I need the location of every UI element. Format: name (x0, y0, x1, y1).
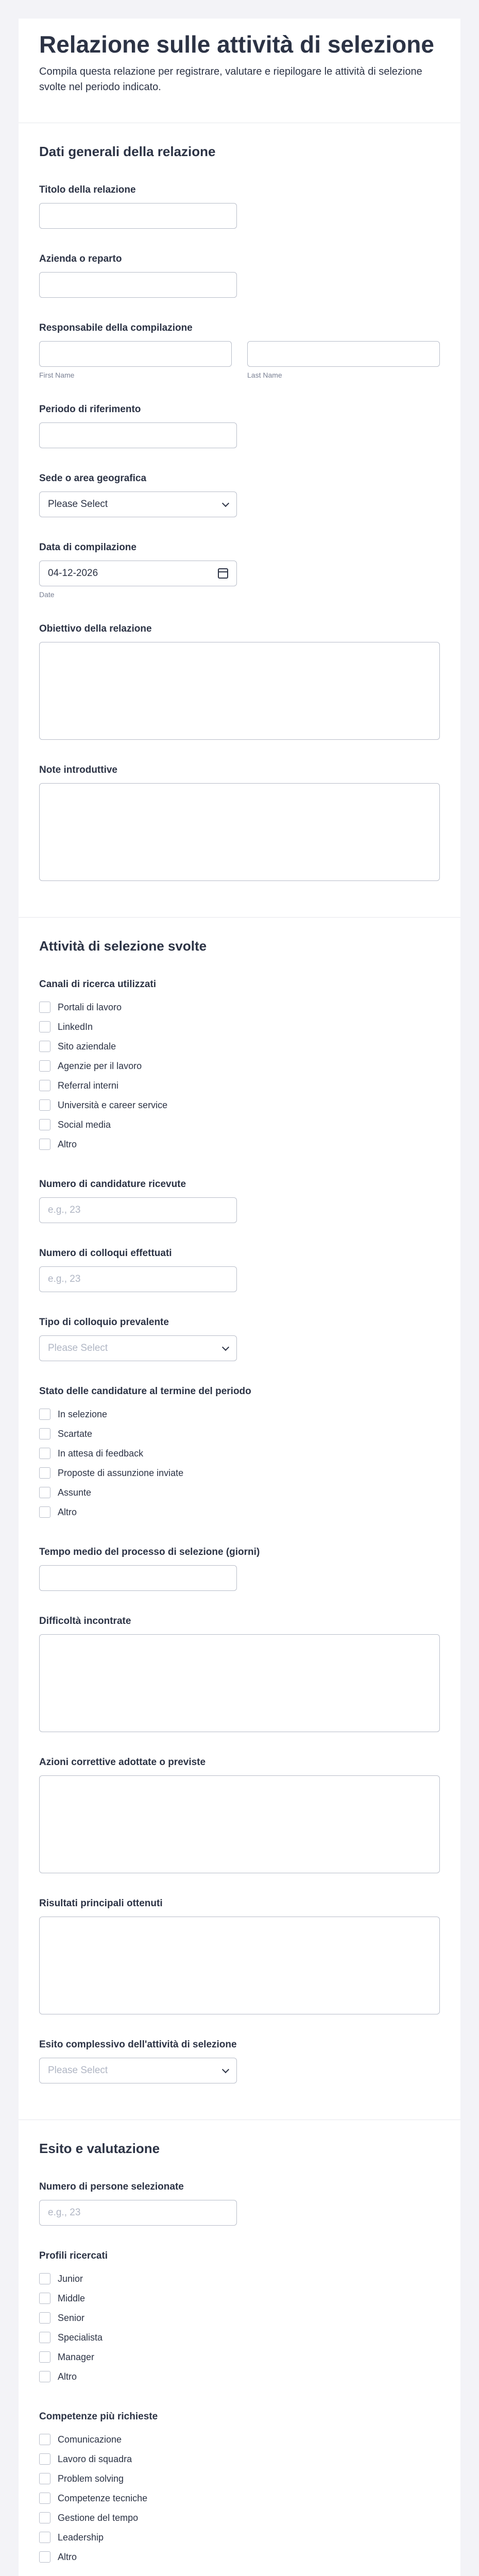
profile-option[interactable] (39, 2367, 440, 2386)
checkbox[interactable] (39, 2434, 50, 2445)
interviews-label: Numero di colloqui effettuati (39, 1248, 172, 1259)
channel-option[interactable] (39, 1017, 440, 1037)
option-label: Competenze tecniche (58, 2493, 148, 2503)
checkbox[interactable] (39, 2551, 50, 2563)
checkbox[interactable] (39, 1448, 50, 1459)
option-label: Altro (58, 2371, 77, 2382)
date-sublabel: Date (39, 590, 55, 599)
manager-name-group (39, 341, 440, 379)
field-overall (19, 2027, 460, 2120)
profiles-list (39, 2269, 440, 2386)
hired-input[interactable] (39, 2200, 237, 2226)
calendar-icon[interactable] (218, 568, 228, 579)
applications-placeholder: e.g., 23 (48, 1205, 81, 1215)
checkbox[interactable] (39, 1467, 50, 1479)
channel-option[interactable] (39, 1037, 440, 1056)
channel-option[interactable] (39, 1115, 440, 1134)
option-label: Middle (58, 2293, 85, 2303)
option-label: Specialista (58, 2332, 103, 2343)
option-label: Manager (58, 2351, 95, 2362)
status-option[interactable] (39, 1483, 440, 1502)
option-label: Lavoro di squadra (58, 2453, 132, 2464)
results-label: Risultati principali ottenuti (39, 1898, 163, 1909)
option-label: Assunte (58, 1487, 92, 1498)
form-title: Relazione sulle attività di selezione (39, 31, 434, 58)
section-activities (19, 918, 460, 2120)
status-option[interactable] (39, 1424, 440, 1444)
form-header (19, 19, 460, 123)
chevron-down-icon (222, 500, 229, 507)
field-profiles (19, 2238, 460, 2399)
status-option[interactable] (39, 1444, 440, 1463)
option-label: In selezione (58, 1409, 108, 1419)
company-input[interactable] (39, 272, 237, 298)
skills-list (39, 2430, 440, 2567)
checkbox[interactable] (39, 2312, 50, 2324)
applications-label: Numero di candidature ricevute (39, 1179, 186, 1190)
option-label: Social media (58, 1119, 111, 1130)
option-label: Comunicazione (58, 2434, 122, 2445)
form-card (19, 19, 460, 2576)
avg-time-input[interactable] (39, 1565, 237, 1591)
checkbox[interactable] (39, 1487, 50, 1498)
objective-label: Obiettivo della relazione (39, 623, 152, 634)
field-results (19, 1886, 460, 2027)
skill-option[interactable] (39, 2488, 440, 2508)
channels-label: Canali di ricerca utilizzati (39, 979, 157, 990)
period-input[interactable] (39, 422, 237, 448)
form-subtitle: Compila questa relazione per registrare, valutare e riepilogare le attività di selezione svolte nel periodo indicato. (39, 66, 422, 93)
date-label: Data di compilazione (39, 542, 136, 553)
checkbox[interactable] (39, 1021, 50, 1032)
notes-textarea[interactable] (39, 783, 440, 881)
option-label: Altro (58, 1506, 77, 1517)
checkbox[interactable] (39, 1119, 50, 1130)
period-label: Periodo di riferimento (39, 404, 141, 415)
chevron-down-icon (222, 2066, 229, 2073)
checkbox[interactable] (39, 1080, 50, 1091)
checkbox[interactable] (39, 2293, 50, 2304)
skills-label: Competenze più richieste (39, 2411, 158, 2422)
channel-option[interactable] (39, 1134, 440, 1154)
field-site (19, 461, 460, 530)
profile-option[interactable] (39, 2289, 440, 2308)
option-label: Agenzie per il lavoro (58, 1060, 142, 1071)
results-textarea[interactable] (39, 1917, 440, 2014)
checkbox[interactable] (39, 2273, 50, 2284)
option-label: Portali di lavoro (58, 1002, 122, 1012)
manager-first-name-input[interactable] (39, 341, 232, 367)
status-option[interactable] (39, 1502, 440, 1522)
field-interview-type (19, 1304, 460, 1374)
field-corrective (19, 1744, 460, 1886)
skill-option[interactable] (39, 2528, 440, 2547)
checkbox[interactable] (39, 2493, 50, 2504)
option-label: Proposte di assunzione inviate (58, 1467, 184, 1478)
site-label: Sede o area geografica (39, 473, 147, 484)
difficulties-label: Difficoltà incontrate (39, 1616, 131, 1626)
checkbox[interactable] (39, 1060, 50, 1072)
field-objective (19, 611, 460, 752)
channel-option[interactable] (39, 1076, 440, 1095)
channel-option[interactable] (39, 1095, 440, 1115)
overall-select[interactable] (39, 2058, 237, 2083)
interview-type-select[interactable] (39, 1335, 237, 1361)
section-outcome (19, 2120, 460, 2576)
checkbox[interactable] (39, 1099, 50, 1111)
checkbox[interactable] (39, 1409, 50, 1420)
last-name-sublabel: Last Name (247, 371, 282, 379)
status-option[interactable] (39, 1463, 440, 1483)
hired-label: Numero di persone selezionate (39, 2181, 184, 2192)
channel-option[interactable] (39, 1056, 440, 1076)
checkbox[interactable] (39, 2371, 50, 2382)
option-label: Senior (58, 2312, 85, 2323)
first-name-sublabel: First Name (39, 371, 75, 379)
field-period (19, 392, 460, 461)
avg-time-label: Tempo medio del processo di selezione (giorni) (39, 1547, 260, 1557)
skill-option[interactable] (39, 2469, 440, 2488)
interviews-placeholder: e.g., 23 (48, 1274, 81, 1284)
skill-option[interactable] (39, 2547, 440, 2567)
date-value: 04-12-2026 (48, 568, 98, 579)
manager-last-name-input[interactable] (247, 341, 440, 367)
interview-type-placeholder: Please Select (48, 1343, 108, 1353)
checkbox[interactable] (39, 2453, 50, 2465)
section-title-general: Dati generali della relazione (39, 144, 216, 159)
checkbox[interactable] (39, 1139, 50, 1150)
field-difficulties (19, 1603, 460, 1744)
field-avg-time (19, 1534, 460, 1603)
interviews-input[interactable] (39, 1266, 237, 1292)
option-label: Università e career service (58, 1099, 168, 1110)
option-label: Scartate (58, 1428, 93, 1439)
profile-option[interactable] (39, 2328, 440, 2347)
corrective-textarea[interactable] (39, 1775, 440, 1873)
field-notes (19, 752, 460, 917)
chevron-down-icon (222, 1344, 229, 1351)
profile-option[interactable] (39, 2308, 440, 2328)
field-hired (19, 2169, 460, 2238)
field-applications (19, 1166, 460, 1235)
checkbox[interactable] (39, 2332, 50, 2343)
field-title (19, 172, 460, 241)
skill-option[interactable] (39, 2508, 440, 2528)
status-list (39, 1404, 440, 1522)
status-option[interactable] (39, 1404, 440, 1424)
checkbox[interactable] (39, 2351, 50, 2363)
profile-option[interactable] (39, 2347, 440, 2367)
company-label: Azienda o reparto (39, 253, 122, 264)
checkbox[interactable] (39, 2512, 50, 2523)
overall-label: Esito complessivo dell'attività di selezione (39, 2039, 237, 2050)
skill-option[interactable] (39, 2449, 440, 2469)
skill-option[interactable] (39, 2430, 440, 2449)
corrective-label: Azioni correttive adottate o previste (39, 1757, 206, 1768)
overall-placeholder: Please Select (48, 2065, 108, 2076)
option-label: Sito aziendale (58, 1041, 116, 1052)
section-title-activities: Attività di selezione svolte (39, 938, 207, 954)
field-manager (19, 310, 460, 392)
checkbox[interactable] (39, 1041, 50, 1052)
manager-last-col (247, 341, 440, 379)
field-date (19, 530, 460, 611)
difficulties-textarea[interactable] (39, 1634, 440, 1732)
notes-label: Note introduttive (39, 765, 117, 775)
option-label: Altro (58, 1139, 77, 1149)
checkbox[interactable] (39, 1506, 50, 1518)
status-label: Stato delle candidature al termine del periodo (39, 1386, 251, 1397)
hired-placeholder: e.g., 23 (48, 2207, 81, 2218)
manager-first-col (39, 341, 232, 379)
channel-option[interactable] (39, 997, 440, 1017)
profile-option[interactable] (39, 2269, 440, 2289)
option-label: Problem solving (58, 2473, 124, 2484)
checkbox[interactable] (39, 2532, 50, 2543)
option-label: LinkedIn (58, 1021, 93, 1032)
checkbox[interactable] (39, 2473, 50, 2484)
option-label: Junior (58, 2273, 83, 2284)
profiles-label: Profili ricercati (39, 2250, 108, 2261)
field-skills (19, 2399, 460, 2576)
interview-type-label: Tipo di colloquio prevalente (39, 1317, 169, 1328)
option-label: In attesa di feedback (58, 1448, 144, 1459)
field-channels (19, 967, 460, 1166)
section-general (19, 123, 460, 918)
checkbox[interactable] (39, 1002, 50, 1013)
objective-textarea[interactable] (39, 642, 440, 740)
section-title-outcome: Esito e valutazione (39, 2141, 160, 2156)
site-select[interactable] (39, 492, 237, 517)
applications-input[interactable] (39, 1197, 237, 1223)
title-label: Titolo della relazione (39, 184, 136, 195)
site-select-value: Please Select (48, 499, 108, 510)
option-label: Altro (58, 2551, 77, 2562)
field-interviews (19, 1235, 460, 1304)
manager-label: Responsabile della compilazione (39, 323, 193, 333)
field-status (19, 1374, 460, 1534)
date-input[interactable] (39, 561, 237, 586)
title-input[interactable] (39, 203, 237, 229)
channels-list (39, 997, 440, 1154)
field-company (19, 241, 460, 310)
checkbox[interactable] (39, 1428, 50, 1439)
option-label: Referral interni (58, 1080, 119, 1091)
option-label: Gestione del tempo (58, 2512, 139, 2523)
option-label: Leadership (58, 2532, 104, 2543)
